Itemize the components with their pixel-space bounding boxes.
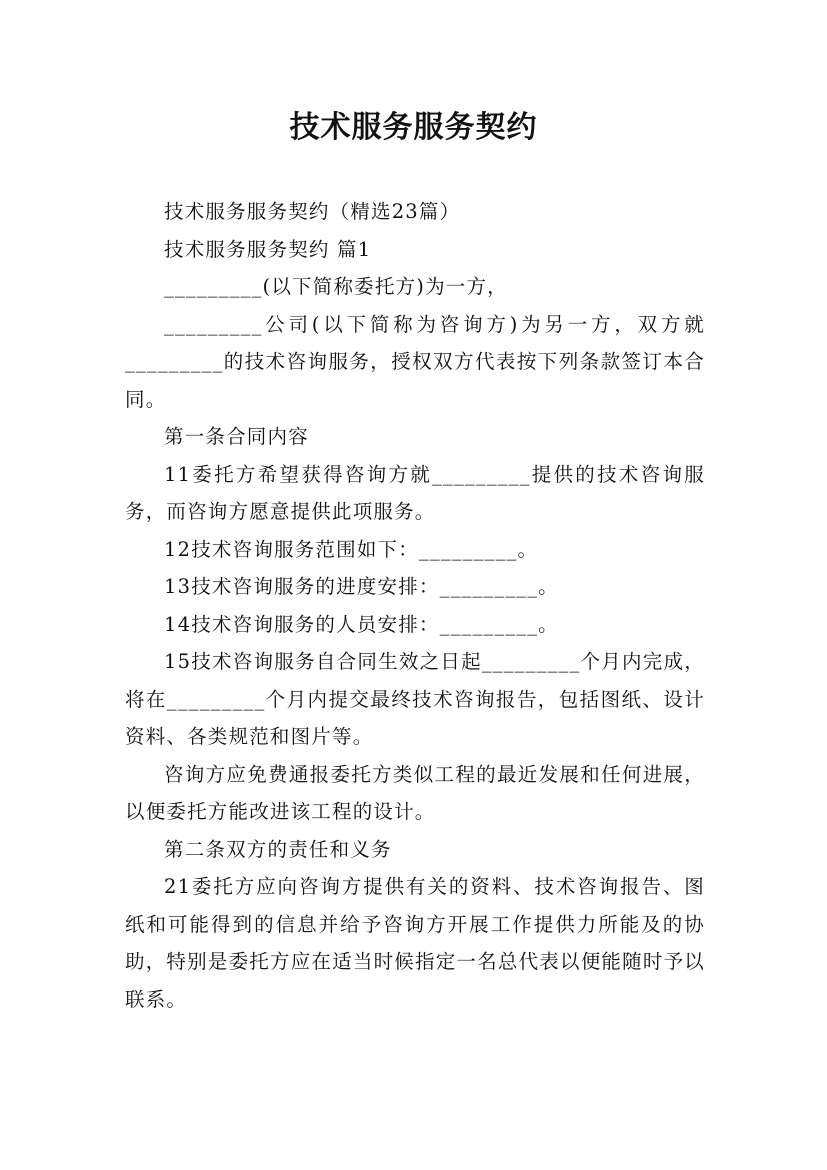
clause-1-4: 14技术咨询服务的人员安排：_________。 (164, 612, 559, 636)
paragraph-party-client: _________(以下简称委托方)为一方， (164, 275, 508, 298)
paragraph-party-consultant: _________公司(以下简称为咨询方)为另一方，双方就_________的技术咨询服务，授权双方代表按下列条款签订本合同。 (125, 312, 705, 411)
clause-1-3: 13技术咨询服务的进度安排：_________。 (164, 575, 559, 598)
paragraph-consultant-notice: 咨询方应免费通报委托方类似工程的最近发展和任何进展，以便委托方能改进该工程的设计。 (125, 762, 705, 823)
article-1-heading: 第一条合同内容 (164, 425, 309, 448)
document-body (125, 193, 705, 1018)
paragraph-section-heading: 技术服务服务契约 篇1 (164, 237, 372, 261)
document-title: 技术服务服务契约 (289, 110, 538, 145)
clause-1-2: 12技术咨询服务范围如下：_________。 (164, 537, 539, 561)
clause-1-5: 15技术咨询服务自合同生效之日起_________个月内完成，将在_________个月内提交最终技术咨询报告，包括图纸、设计资料、各类规范和图片等。 (125, 650, 705, 748)
paragraph-subtitle: 技术服务服务契约（精选23篇） (164, 200, 461, 223)
clause-2-1: 21委托方应向咨询方提供有关的资料、技术咨询报告、图纸和可能得到的信息并给予咨询方开展工作提供力所能及的协助，特别是委托方应在适当时候指定一名总代表以便能随时予以联系。 (125, 875, 705, 1011)
clause-1-1: 11委托方希望获得咨询方就_________提供的技术咨询服务，而咨询方愿意提供此项服务。 (125, 462, 705, 523)
article-2-heading: 第二条双方的责任和义务 (164, 837, 392, 861)
